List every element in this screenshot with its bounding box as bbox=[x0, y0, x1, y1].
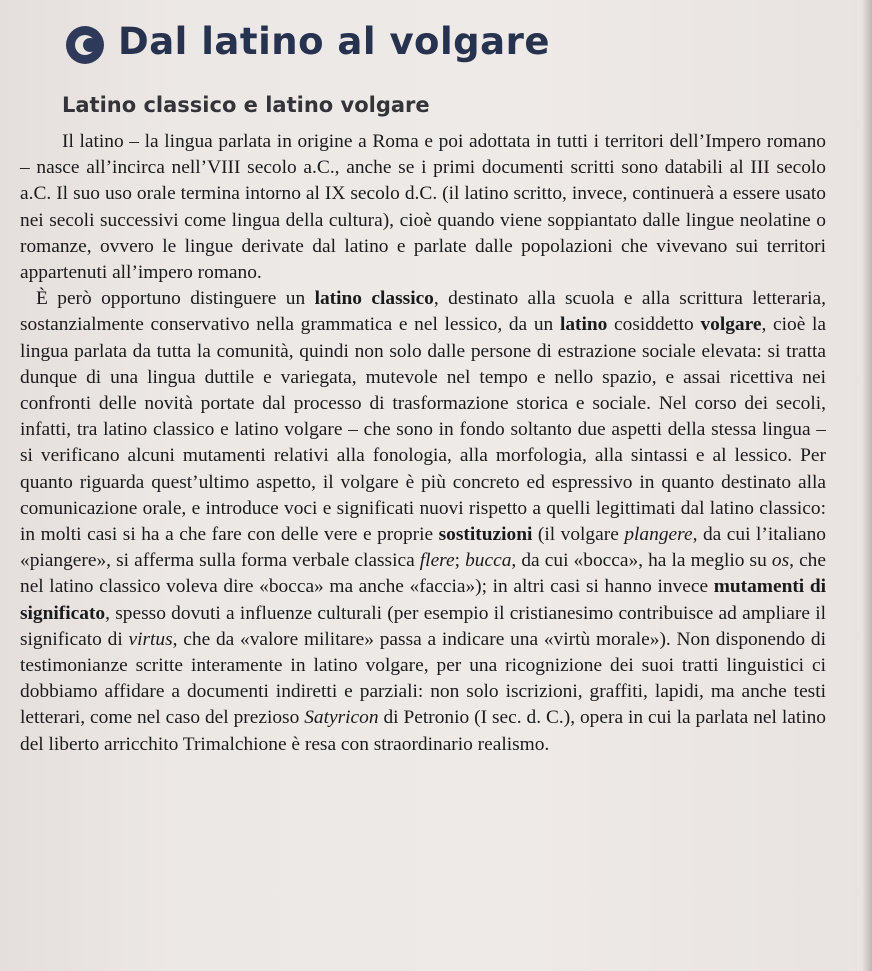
title-satyricon: Satyricon bbox=[304, 707, 379, 729]
text-span: , destinato alla scuola e alla scrittura letteraria, sostanzialmente conservativo nella grammatica e nel lessico, da un bbox=[20, 288, 826, 336]
text-span: , che nel latino classico voleva dire «bocca» ma anche «faccia»); in altri casi si hanno invece bbox=[20, 550, 826, 598]
text-span: ; bbox=[454, 550, 466, 572]
text-span: , spesso dovuti a influenze culturali (per esempio il cristianesimo contribuisce ad ampliare il significato di bbox=[20, 602, 826, 650]
chapter-bullet-icon bbox=[66, 26, 104, 64]
article-body bbox=[20, 129, 826, 758]
text-span: , da cui l’italiano «piangere», si afferma sulla forma verbale classica bbox=[20, 524, 826, 572]
word-virtus: virtus bbox=[128, 628, 173, 650]
text-span: È però opportuno distinguere un bbox=[36, 288, 315, 310]
word-bucca: bucca bbox=[465, 550, 512, 572]
page-edge-shadow bbox=[862, 0, 872, 971]
term-latino: latino bbox=[559, 314, 608, 336]
text-span: , da cui «bocca», ha la meglio su bbox=[511, 550, 772, 572]
section-title: Latino classico e latino volgare bbox=[62, 93, 430, 117]
term-mutamenti-di-significato: mutamenti di significato bbox=[20, 576, 826, 624]
word-os: os bbox=[771, 550, 790, 572]
chapter-title: Dal latino al volgare bbox=[118, 20, 550, 63]
word-flere: flere bbox=[419, 550, 455, 572]
paragraph-2 bbox=[20, 286, 826, 758]
word-plangere: plangere bbox=[624, 524, 693, 546]
term-volgare: volgare bbox=[700, 314, 762, 336]
term-latino-classico: latino classico bbox=[314, 288, 434, 310]
paragraph-1: Il latino – la lingua parlata in origine a Roma e poi adottata in tutti i territori dell’Impero romano – nasce all’incirca nell’VIII secolo a.C., anche se i primi documenti scritti sono databili al III secolo a.C. Il suo uso orale termina intorno al IX secolo d.C. (il latino scritto, invece, continuerà a essere usato nei secoli successivi come lingua della cultura), cioè quando viene soppiantato dalle lingue neolatine o romanze, ovvero le lingue derivate dal latino e parlate dalle popolazioni che vivevano sui territori appartenuti all’impero romano. bbox=[20, 131, 826, 284]
text-span: (il volgare bbox=[532, 524, 625, 546]
term-sostituzioni: sostituzioni bbox=[438, 524, 533, 546]
text-span: , che da «valore militare» passa a indicare una «virtù morale»). Non disponendo di testimonianze scritte interamente in latino volgare, per una ricognizione dei suoi tratti linguistici ci dobbiamo affidare a documenti indiretti e parziali: non solo iscrizioni, graffiti, lapidi, ma anche testi letterari, come nel caso del prezioso bbox=[20, 628, 826, 729]
text-span: di Petronio (I sec. d. C.), opera in cui la parlata nel latino del liberto arricchito Trimalchione è resa con straordinario realismo. bbox=[20, 707, 826, 755]
text-span: cosiddetto bbox=[607, 314, 701, 336]
text-span: , cioè la lingua parlata da tutta la comunità, quindi non solo dalle persone di estrazione sociale elevata: si tratta dunque di una lingua duttile e variegata, mutevole nel tempo e nello spazio, e assai ricettiva nei confronti delle novità portate dal processo di trasformazione storica e sociale. Nel corso dei secoli, infatti, tra latino classico e latino volgare – che sono in fondo soltanto due aspetti della stessa lingua – si verificano alcuni mutamenti relativi alla fonologia, alla morfologia, alla sintassi e al lessico. Per quanto riguarda quest’ultimo aspetto, il volgare è più concreto ed espressivo in quanto destinato alla comunicazione orale, e introduce voci e significati nuovi rispetto a quelli legittimati dal latino classico: in molti casi si ha a che fare con delle vere e proprie bbox=[20, 314, 826, 546]
